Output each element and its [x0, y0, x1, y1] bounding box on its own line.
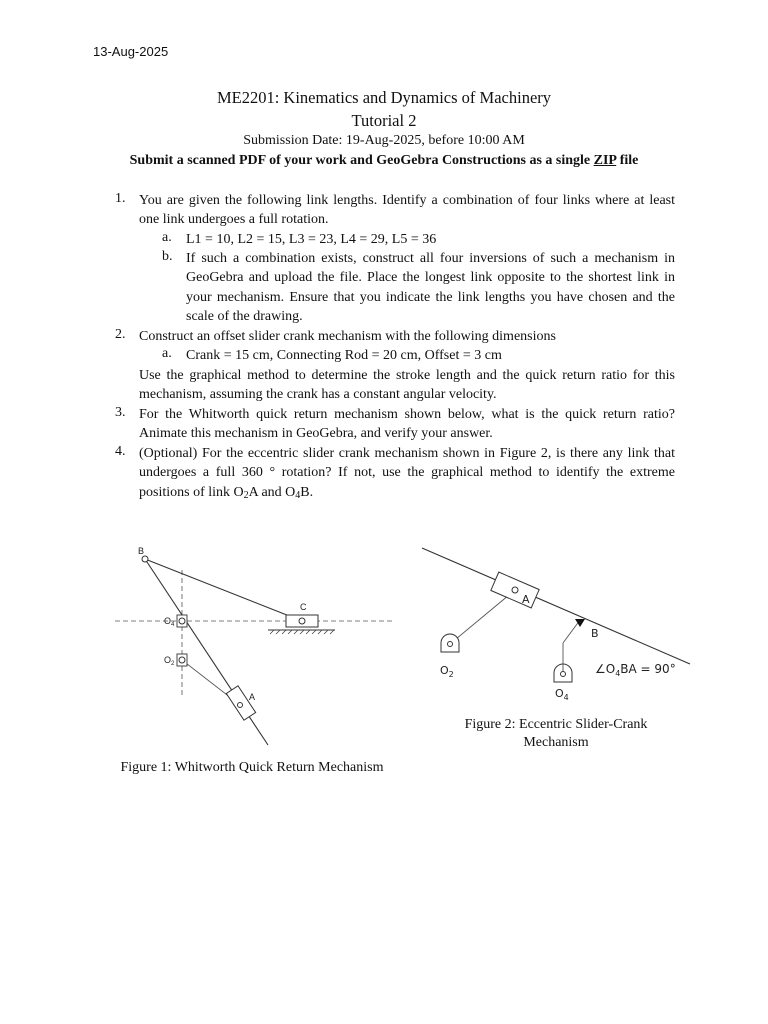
label-a: A	[249, 692, 256, 702]
part-label: a.	[162, 230, 172, 245]
figure2-caption: Figure 2: Eccentric Slider-Crank Mechanism	[464, 717, 648, 750]
submission-instruction	[0, 153, 768, 169]
label-o2: $O_2$	[440, 664, 454, 679]
joint-b	[142, 556, 148, 562]
part-text: If such a combination exists, construct all four inversions of such a mechanism in GeoGebra and upload the file. Place the longest link opposite to the shortest link in your mechanism. Ensure that you indicate the link lengths you have chosen and the scale of the drawing.	[186, 251, 675, 324]
label-a: A	[522, 593, 530, 606]
joint-b-marker	[575, 619, 585, 627]
tutorial-title: Tutorial 2	[351, 111, 417, 130]
slide-line	[422, 548, 690, 664]
q4-sub: 4	[295, 489, 301, 501]
joint-o2	[448, 642, 453, 647]
ground-hatch	[270, 630, 334, 634]
question-number: 1.	[115, 191, 126, 206]
q4-text: (Optional) For the eccentric slider crank mechanism shown in Figure 2, is there any link that undergoes a full 360 ° rotation? If not, use the graphical method to identify the extreme positions of link O	[139, 446, 675, 500]
part-text: Crank = 15 cm, Connecting Rod = 20 cm, Offset = 3 cm	[186, 348, 502, 363]
q4-text-mid: A and O	[248, 484, 296, 500]
question-text	[139, 444, 675, 505]
whitworth-mechanism-figure	[100, 540, 400, 755]
q4-text-end: B.	[300, 484, 314, 500]
part-text: L1 = 10, L2 = 15, L3 = 23, L4 = 29, L5 = 36	[186, 232, 437, 247]
joint-a	[512, 587, 518, 593]
question-followup: Use the graphical method to determine the stroke length and the quick return ratio for this mechanism, assuming the crank has a constant angular velocity.	[139, 368, 675, 403]
crank-o2a	[450, 590, 515, 644]
joint-o4	[561, 672, 566, 677]
label-o4: $O_4$	[555, 687, 569, 702]
part-label: b.	[162, 249, 173, 264]
question-text: Construct an offset slider crank mechanism with the following dimensions	[139, 329, 556, 344]
joint-o2	[179, 657, 185, 663]
submission-date: Submission Date: 19-Aug-2025, before 10:00 AM	[243, 133, 525, 148]
label-b: B	[591, 627, 599, 640]
course-title: ME2201: Kinematics and Dynamics of Machinery	[216, 88, 552, 107]
question-text: You are given the following link lengths. Identify a combination of four links where at least one link undergoes a full rotation.	[139, 193, 675, 228]
instruction-text: Submit a scanned PDF of your work and GeoGebra Constructions as a single	[129, 153, 594, 168]
angle-annotation: $\angle O_4BA = 90^\circ$	[595, 662, 676, 678]
link-o4b	[563, 620, 580, 643]
link-bc	[145, 559, 302, 621]
label-c: C	[300, 602, 307, 612]
print-date: 13-Aug-2025	[93, 44, 169, 59]
joint-c	[299, 618, 305, 624]
joint-a	[238, 703, 243, 708]
joint-o4	[179, 618, 185, 624]
question-number: 3.	[115, 405, 126, 420]
instruction-zip: ZIP	[593, 153, 617, 168]
label-o2: $O_2$	[164, 655, 175, 667]
label-o4: $O_4$	[164, 616, 175, 628]
q4-sub: 2	[243, 489, 249, 501]
label-b: B	[138, 546, 145, 556]
instruction-text-end: file	[616, 153, 639, 168]
question-text: For the Whitworth quick return mechanism shown below, what is the quick return ratio? Animate this mechanism in GeoGebra, and verify your answer.	[139, 407, 675, 442]
question-number: 2.	[115, 327, 126, 342]
part-label: a.	[162, 346, 172, 361]
question-number: 4.	[115, 444, 126, 459]
figure1-caption: Figure 1: Whitworth Quick Return Mechanism	[120, 760, 384, 775]
eccentric-slider-crank-figure	[415, 540, 705, 710]
